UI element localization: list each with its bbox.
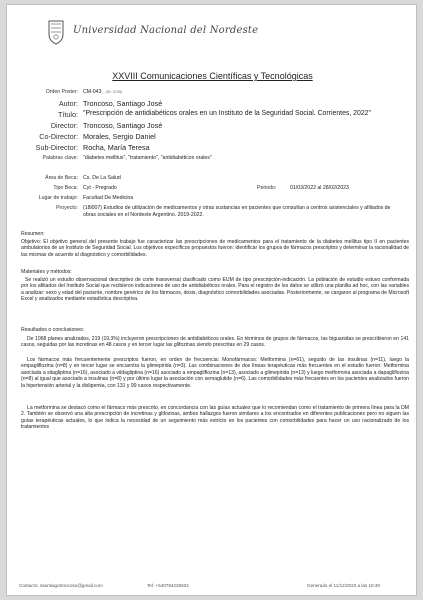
codirector-label: Co-Director: [39,132,78,141]
codirector-row [7,132,418,142]
orden-poster-row [7,89,418,99]
titulo-row [7,110,418,120]
footer-tel: Tel: +540794225634 [147,583,189,588]
palabras-label: Palabras clave: [42,155,78,161]
area-label: Área de Beca: [45,175,78,181]
proyecto-label: Proyecto: [56,205,78,211]
university-logo [47,19,387,47]
area-row [7,175,418,185]
resumen-title: Resumen: [21,231,45,237]
director-label: Director: [50,121,78,130]
titulo-label: Título: [58,110,78,119]
director-value: Troncoso, Santiago José [83,121,163,130]
director-row [7,121,418,131]
subdirector-value: Rocha, María Teresa [83,143,150,152]
materiales-text: Se realizó un estudio observacional descriptivo de corte transversal clasificado como EUM de tipo prescripción-indicación. La población de estudio estuvo conformada por los afiliados del Instituto Social que recibieron indicaciones de uso de antidiabéticos orales. Para el registro de los datos se utilizó una planilla ad hoc, con las variables a analizar: sexo y edad del paciente, nombre genérico de los fármacos, dosis, diagnóstico comorbilidades asociadas. Posteriormente, se cargaron al programa de Microsoft Excel y analizados mediante estadística descriptiva. [21,277,409,303]
lugar-label: Lugar de trabajo: [38,195,78,201]
periodo-value: 01/03/2022 al 28/02/2023 [290,185,349,191]
palabras-value: "diabetes mellitus", "tratamiento", "antidiabéticos orales" [83,155,212,161]
subdirector-row [7,143,418,153]
orden-poster-label: Orden Poster: [45,89,78,95]
lugar-row [7,195,418,205]
university-seal-icon [47,19,65,45]
subdirector-label: Sub-Director: [35,143,78,152]
tipo-value: Cyt - Pregrado [83,185,117,191]
area-value: Cs. De La Salud [83,175,121,181]
resultados-p3: La metformina se destacó como el fármaco más prescrito, en concordancia con las guías actuales que lo recomiendan como el tratamiento de primera línea para la DM 2. También se observó una alta prescripción de incretinas y glifozinas, ambos hallazgos fueron similares a los encontrados en diferentes publicaciones pero no siguen las guías terapéuticas actuales, lo que indica la necesidad de un seguimiento más estricto en los pacientes con comorbilidades para hacer un uso racionalizado de los tratamientos [21,405,409,431]
resultados-p1: De 1068 planes analizados, 219 (19,3%) incluyeron prescripciones de antidiabéticos orales. En términos de grupos de fármacos, las biguanidas se prescribieron en 141 casos, seguidas por las incretinas en 48 casos y en tercer lugar las glifozinas siendo prescritas en 29 casos. [21,336,409,349]
autor-label: Autor: [58,99,78,108]
objetivo-text: Objetivo: El objetivo general del presente trabajo fue caracterizar las prescripciones de medicamentos para el tratamiento de la diabetes mellitus tipo II en pacientes ambulatorios de un Instituto de Seguridad Social. Los objetivos específicos propuestos fueron: identificar los grupos de fármacos prescriptos y determinar la racionalidad de las mismas de acuerdo al diagnóstico y comorbilidades. [21,239,409,258]
page-footer [7,583,418,593]
footer-email: Contacto: ssantiagotroncoso@gmail.com [19,583,103,588]
document-page [6,4,417,596]
orden-poster-code: CM-043 [83,89,102,95]
lugar-value: Facultad De Medicina [83,195,134,201]
codirector-value: Morales, Sergio Daniel [83,132,156,141]
autor-row [7,99,418,109]
autor-value: Troncoso, Santiago José [83,99,163,108]
university-name: Universidad Nacional del Nordeste [73,25,259,36]
tipo-row [7,185,418,195]
conference-title: XXVIII Comunicaciones Científicas y Tecnológicas [112,71,313,81]
resultados-p2: Los fármacos más frecuentemente prescriptos fueron, en orden de frecuencia: Monofármacos: Metformina (n=61), seguido de las insulinas (n=11), luego la empagliflozina (n=8) y en tercer lugar se encuentra la glimepirida (n=3). Las combinaciones de dos líneas terapéuticas más frecuentes en el estudio fueron: Metformina asociada a sitagliptina (n=16), asociado a vildagliptina (n=16) asociado a empagliflozina (n=13), asociado a glimepirida (n=13) y luego metformina asociada a dapagliflozina (n=8) al igual que asociado a insulinas (n=8) y por último lugar la asociación con semaglutide (n=6). Las comorbilidades más frecuentes en los pacientes analizados fueron la hipertensión arterial y la dislipemia, con 131 y 99 casos respectivamente. [21,357,409,389]
orden-poster-value [83,89,122,95]
footer-generated: Generado el 11/12/2023 a las 10:49 [307,583,380,588]
materiales-title: Materiales y métodos: [21,269,72,275]
titulo-value: "Prescripción de antidiabéticos orales en un Instituto de la Seguridad Social. Corrientes, 2022" [83,110,371,117]
resultados-title: Resultados o conclusiones: [21,327,85,333]
palabras-row [7,155,418,165]
tipo-label: Tipo Beca: [53,185,78,191]
proyecto-value: (18i007) Estudios de utilización de medicamentos y otras sustancias en pacientes que consultan a centros asistenciales y afiliados de obras sociales en el Nordeste Argentino. 2019-2022. [83,205,391,218]
periodo-label: Periodo: [257,185,277,191]
orden-poster-id: (ID: 3726) [105,90,123,94]
